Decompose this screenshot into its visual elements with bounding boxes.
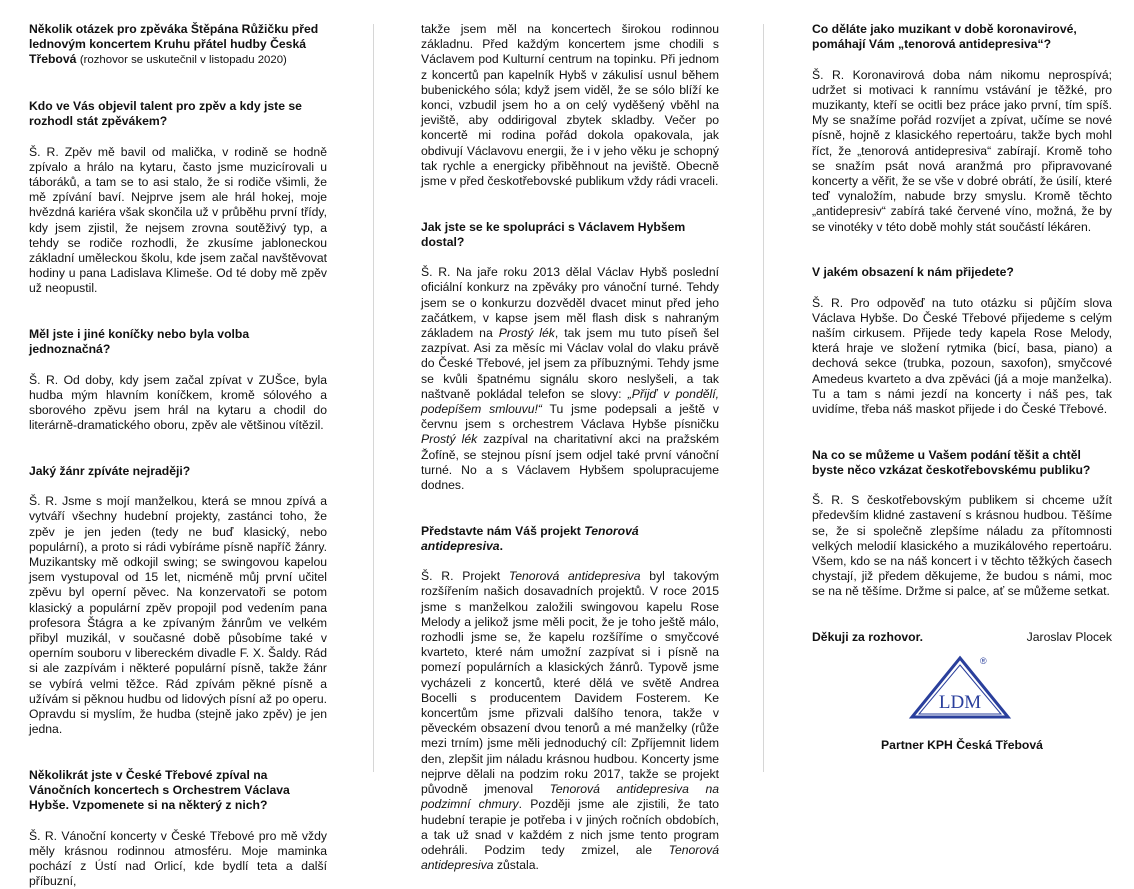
closing-row (812, 630, 1112, 645)
answer-5-text: zazpíval na charitativní akci na pražském Žofíně, se stejnou písní jsem odjel také první vánoční turné. No a s Václavem Hybšem spolupracujeme dodnes. (421, 432, 719, 493)
answer-5-text: Tu jsme podepsali a ještě v červnu jsem s orchestrem Václava Hybše písničku (421, 402, 719, 432)
answer-4-continued: takže jsem měl na koncertech širokou rodinnou základnu. Před každým koncertem jsme chodili s Václavem pod Kulturní centrum na topinku. Při jednom z koncertů pan kapelník Hybš v zákulisí usnul během bubenického sóla; když jsem viděl, že se sólo blíží ke konci, vzbudil jsem ho a on celý vyděšený vběhl na jeviště, aby oddirigoval zbytek skladby. Večer po koncertě mi rodina pořád dokola opakovala, jak obdivují Václavovu energii, že i v jeho věku je schopný tak rychle a energicky přiběhnout na jeviště. Obecně jsme v před českotřebovské publikum vždy rádi vraceli. (421, 22, 719, 189)
column-divider (373, 24, 374, 772)
quote: „Přijď v pondělí, podepíšem smlouvu!“ (421, 386, 719, 417)
answer-5-text: Š. R. Na jaře roku 2013 dělal Václav Hybš poslední oficiální konkurz na zpěváky pro vánoční turné. Tehdy jsem se o konkurzu dozvěděl dvacet minut před jeho začátkem, v kapse jsem měl flash disk s nahraným základem na (421, 265, 719, 341)
author-name: Jaroslav Plocek (1026, 630, 1112, 645)
answer-6-text: . Později jsme ale zjistili, že tato hudební terapie je potřeba i v jiných ročních obdobích, a tak už snad v každém z nich jsme tento program odehráli. Podzim tedy zmizel, ale (421, 797, 720, 857)
answer-6-text: byl takovým rozšířením našich dosavadních projektů. V roce 2015 jsme s manželkou založili swingovou kapelu Rose Melody a jelikož jsme měli pocit, že je toho ještě málo, rozhodli jsme se, že kapelu rozšíříme o smyčcové kvarteto, které nám umožní zazpívat si i písně na pomezí populárních a klasických žánrů. Typově jsme vycházeli z koncertů, které dělá ve světě Andrea Bocelli s producentem Davidem Fosterem. Ke koncertům jsme přizvali dalšího tenora, takže v pěveckém obsazení dvou tenorů a mé manželky (růže mezi trním) jsme měli jednoduchý cíl: Zpříjemnit lidem den, zlepšit jim náladu krásnou hudbou. Koncerty jsme nejprve dělali na podzim roku 2017, takže se projekt původně jmenoval (421, 569, 719, 797)
interview-column-1 (29, 22, 327, 889)
thanks-text: Děkuji za rozhovor. (812, 630, 924, 645)
answer-6-text: Š. R. Projekt (421, 569, 509, 584)
answer-4: Š. R. Vánoční koncerty v České Třebové pro mě vždy měly krásnou rodinnou atmosféru. Moje maminka pochází z Ústí nad Orlicí, kde bydlí teta a další příbuzní, (29, 828, 327, 889)
question-6-text: . (499, 538, 503, 553)
project-title: Tenorová antidepresiva (508, 569, 641, 584)
answer-6 (421, 569, 719, 873)
ldm-triangle-logo-icon (908, 655, 1012, 721)
answer-5 (421, 265, 719, 493)
song-title: Prostý lék (421, 432, 478, 447)
project-title: Tenorová antidepresiva (421, 523, 639, 553)
question-7: Co děláte jako muzikant v době koronavirové, pomáhají Vám „tenorová antidepresiva“? (812, 22, 1077, 52)
answer-2: Š. R. Od doby, kdy jsem začal zpívat v ZUŠce, byla hudba mým hlavním koníčkem, kromě sólového a sborového zpěvu jsem hrál na kytaru a chodil do literárně-dramatického oboru, zpěv ale většinou vítězil. (29, 372, 327, 433)
interview-column-2 (421, 22, 720, 873)
song-title: Prostý lék (498, 326, 555, 341)
article-title-text: Několik otázek pro zpěváka Štěpána Růžičku před lednovým koncertem Kruhu přátel hudby Česká Třebová (29, 22, 319, 67)
question-3: Jaký žánr zpíváte nejraději? (29, 463, 191, 478)
question-2: Měl jste i jiné koníčky nebo byla volba jednoznačná? (29, 327, 250, 357)
question-6 (421, 524, 719, 554)
partner-caption: Partner KPH Česká Třebová (881, 738, 1043, 752)
question-9: Na co se můžeme u Vašem podání těšit a chtěl byste něco vzkázat českotřebovskému publiku? (812, 447, 1091, 477)
answer-9: Š. R. S českotřebovským publikem si chceme užít především klidné zastavení s krásnou hudbou. Těšíme se, že si společně zlepšíme náladu za přítomnosti velkých melodií klasického a muzikálového repertoáru. Všem, kdo se na náš koncert i v těchto těžkých časech chystají, již předem děkujeme, že budou s námi, moc se na ně těšíme. Držme si palce, ať se můžeme setkat. (812, 493, 1112, 599)
answer-1: Š. R. Zpěv mě bavil od malička, v rodině se hodně zpívalo a hrálo na kytaru, často jsme muzicírovali u táboráků, a tam se to asi stalo, že si rodiče všimli, že mě zpívání baví. Nejprve jsem ale hrál hokej, moje hvězdná kariéra však skončila už v průběhu první třídy, kdy jsem zjistil, že nejsem zrovna soutěživý typ, a tehdy se rodiče rozhodli, že zkusíme jabloneckou základní uměleckou školu, kde jsem začal navštěvovat hodiny u pana Ladislava Klimeše. Od té doby mě zpěv už neopustil. (29, 144, 327, 296)
logo-text: LDM (938, 692, 982, 713)
project-title: Tenorová antidepresiva na podzimní chmury (421, 782, 719, 812)
question-4: Několikrát jste v České Třebové zpíval na Vánočních koncertech s Orchestrem Václava Hybše. Vzpomenete si na některý z nich? (29, 767, 290, 813)
article-title-note: (rozhovor se uskutečnil v listopadu 2020) (79, 54, 287, 67)
project-title: Tenorová antidepresiva (421, 842, 719, 873)
question-1: Kdo ve Vás objevil talent pro zpěv a kdy jste se rozhodl stát zpěvákem? (29, 99, 302, 129)
answer-7: Š. R. Koronavirová doba nám nikomu neprospívá; udržet si motivaci k rannímu vstávání je těžké, pro muzikanty, kteří se ocitli bez práce jako první, tím spíš. My se snažíme pořád rozvíjet a zpívat, učíme se nové písně, hojně z klasického repertoáru, takže bych mohl říct, že „tenorová antidepresiva“ zabírají. Kromě toho se snažím psát nová aranžmá pro připravované koncerty a věřit, že se vše v dobré obrátí, že úsilí, které teď vynaložím, nabude brzy smyslu. Kromě těchto „antidepresiv“ zabírá také červené víno, možná, že by se vinotéky v této době mohly stát součástí lékáren. (812, 67, 1112, 234)
column-divider (763, 24, 764, 772)
answer-6-text: zůstala. (493, 858, 539, 873)
question-5: Jak jste se ke spolupráci s Václavem Hybšem dostal? (421, 219, 686, 249)
question-6-text: Představte nám Váš projekt (421, 523, 585, 538)
answer-8: Š. R. Pro odpověď na tuto otázku si půjčím slova Václava Hybše. Do České Třebové přijedeme s celým naším cirkusem. Přijede tedy kapela Rose Melody, která hraje ve složení rytmika (bicí, basa, piano) a dechová sekce (trubka, pozoun, saxofon), smyčcové Amedeus kvarteto a dva zpěváci (já a moje manželka). Tu a tam s námi jezdí na koncerty i náš pes, tak uvidíme, třeba náš maskot přijede i do České Třebové. (812, 295, 1112, 417)
question-8: V jakém obsazení k nám přijedete? (812, 265, 1014, 280)
registered-mark: ® (980, 656, 987, 666)
answer-5-text: , tak jsem mu tuto píseň šel zazpívat. Asi za měsíc mi Václav volal do vlaku právě do České Třebové, jel jsem za příbuznými. Tehdy jsme se kvůli špatnému signálu skoro neslyšeli, a tak naštvaně pokládal telefon se slovy: (421, 326, 719, 401)
ldm-logo (908, 655, 1012, 721)
article-title (29, 22, 327, 69)
answer-3: Š. R. Jsme s mojí manželkou, která se mnou zpívá a vytváří všechny hudební projekty, zastánci toho, že zpěv je jen jeden (tedy ne buď klasický, nebo populární), a proto si rádi vybíráme písně napříč žánry. Muzikantsky mě odkojil swing; se swingovou kapelou jsem vystupoval od 15 let, nicméně můj první učitel zpěvu byl operní pěvec. Na konzervatoři se potom klasický a populární zpěv propojil pod vedením pana profesora Štágra a ke zpívaným žánrům ve velkém přibyl muzikál, v současné době působíme také v operním souboru v libereckém divadle F. X. Šaldy. Rád si ale zazpívám i některé populární písně, takže žánr se vybírá velmi těžce. Rád zpívám pěkné písně a užívám si pěknou hudbu od lidových písní až po operu. Opravdu si myslím, že hudba (stejně jako zpěv) je jen jedna. (29, 494, 327, 737)
